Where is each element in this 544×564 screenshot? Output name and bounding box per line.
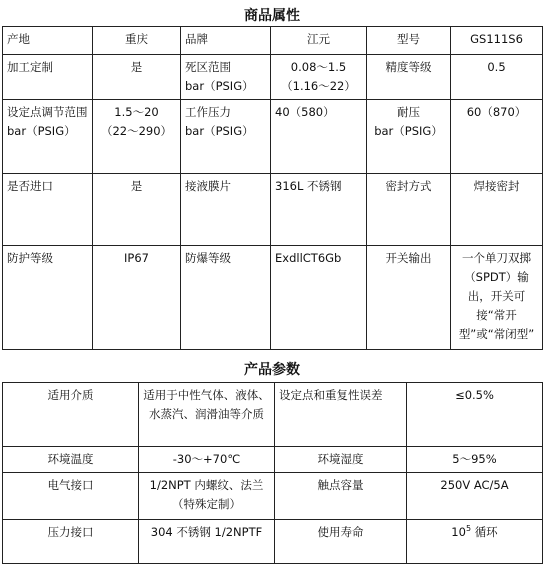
value-protection: IP67	[93, 246, 181, 350]
value-seal: 焊接密封	[451, 174, 543, 246]
label-accuracy: 精度等级	[367, 55, 451, 100]
label-repeatability: 设定点和重复性误差	[275, 383, 407, 447]
label-deadband: 死区范围 bar（PSIG）	[181, 55, 271, 100]
table-row	[3, 55, 543, 100]
parameters-table	[2, 382, 543, 564]
label-origin: 产地	[3, 27, 93, 55]
label-ambient-humidity: 环境湿度	[275, 447, 407, 473]
label-imported: 是否进口	[3, 174, 93, 246]
label-pressure-port: 压力接口	[3, 520, 139, 564]
attributes-title: 商品属性	[244, 8, 300, 24]
value-working-pressure: 40（580）	[271, 100, 367, 174]
label-custom: 加工定制	[3, 55, 93, 100]
label-diaphragm: 接液膜片	[181, 174, 271, 246]
table-row	[3, 473, 543, 520]
lifetime-unit: 循环	[474, 525, 498, 539]
table-row	[3, 447, 543, 473]
label-protection: 防护等级	[3, 246, 93, 350]
label-proof-pressure: 耐压 bar（PSIG）	[367, 100, 451, 174]
parameters-title: 产品参数	[244, 362, 300, 378]
lifetime-exponent: 5	[465, 524, 472, 534]
value-accuracy: 0.5	[451, 55, 543, 100]
value-switch-output: 一个单刀双掷（SPDT）输出，开关可接“常开型”或“常闭型”	[451, 246, 543, 350]
value-deadband: 0.08～1.5 （1.16～22）	[271, 55, 367, 100]
value-brand: 江元	[271, 27, 367, 55]
label-working-pressure: 工作压力 bar（PSIG）	[181, 100, 271, 174]
table-row	[3, 383, 543, 447]
table-row	[3, 520, 543, 564]
value-lifetime	[407, 520, 543, 564]
label-electrical: 电气接口	[3, 473, 139, 520]
value-medium: 适用于中性气体、液体、水蒸汽、润滑油等介质	[139, 383, 275, 447]
label-switch-output: 开关输出	[367, 246, 451, 350]
label-model: 型号	[367, 27, 451, 55]
value-explosion-proof: ExdllCT6Gb	[271, 246, 367, 350]
value-repeatability: ≤0.5%	[407, 383, 543, 447]
label-setpoint-range: 设定点调节范围 bar（PSIG）	[3, 100, 93, 174]
value-proof-pressure: 60（870）	[451, 100, 543, 174]
label-seal: 密封方式	[367, 174, 451, 246]
value-ambient-humidity: 5～95%	[407, 447, 543, 473]
table-row	[3, 174, 543, 246]
label-medium: 适用介质	[3, 383, 139, 447]
label-ambient-temp: 环境温度	[3, 447, 139, 473]
value-ambient-temp: -30～+70℃	[139, 447, 275, 473]
label-lifetime: 使用寿命	[275, 520, 407, 564]
table-row	[3, 27, 543, 55]
value-setpoint-range: 1.5～20 （22～290）	[93, 100, 181, 174]
label-contact-rating: 触点容量	[275, 473, 407, 520]
value-model: GS111S6	[451, 27, 543, 55]
value-pressure-port: 304 不锈钢 1/2NPTF	[139, 520, 275, 564]
value-origin: 重庆	[93, 27, 181, 55]
value-custom: 是	[93, 55, 181, 100]
table-row	[3, 100, 543, 174]
attributes-table	[2, 26, 543, 350]
value-electrical: 1/2NPT 内螺纹、法兰（特殊定制）	[139, 473, 275, 520]
value-imported: 是	[93, 174, 181, 246]
label-explosion-proof: 防爆等级	[181, 246, 271, 350]
table-row	[3, 246, 543, 350]
lifetime-base: 10	[451, 525, 466, 539]
value-diaphragm: 316L 不锈钢	[271, 174, 367, 246]
label-brand: 品牌	[181, 27, 271, 55]
value-contact-rating: 250V AC/5A	[407, 473, 543, 520]
